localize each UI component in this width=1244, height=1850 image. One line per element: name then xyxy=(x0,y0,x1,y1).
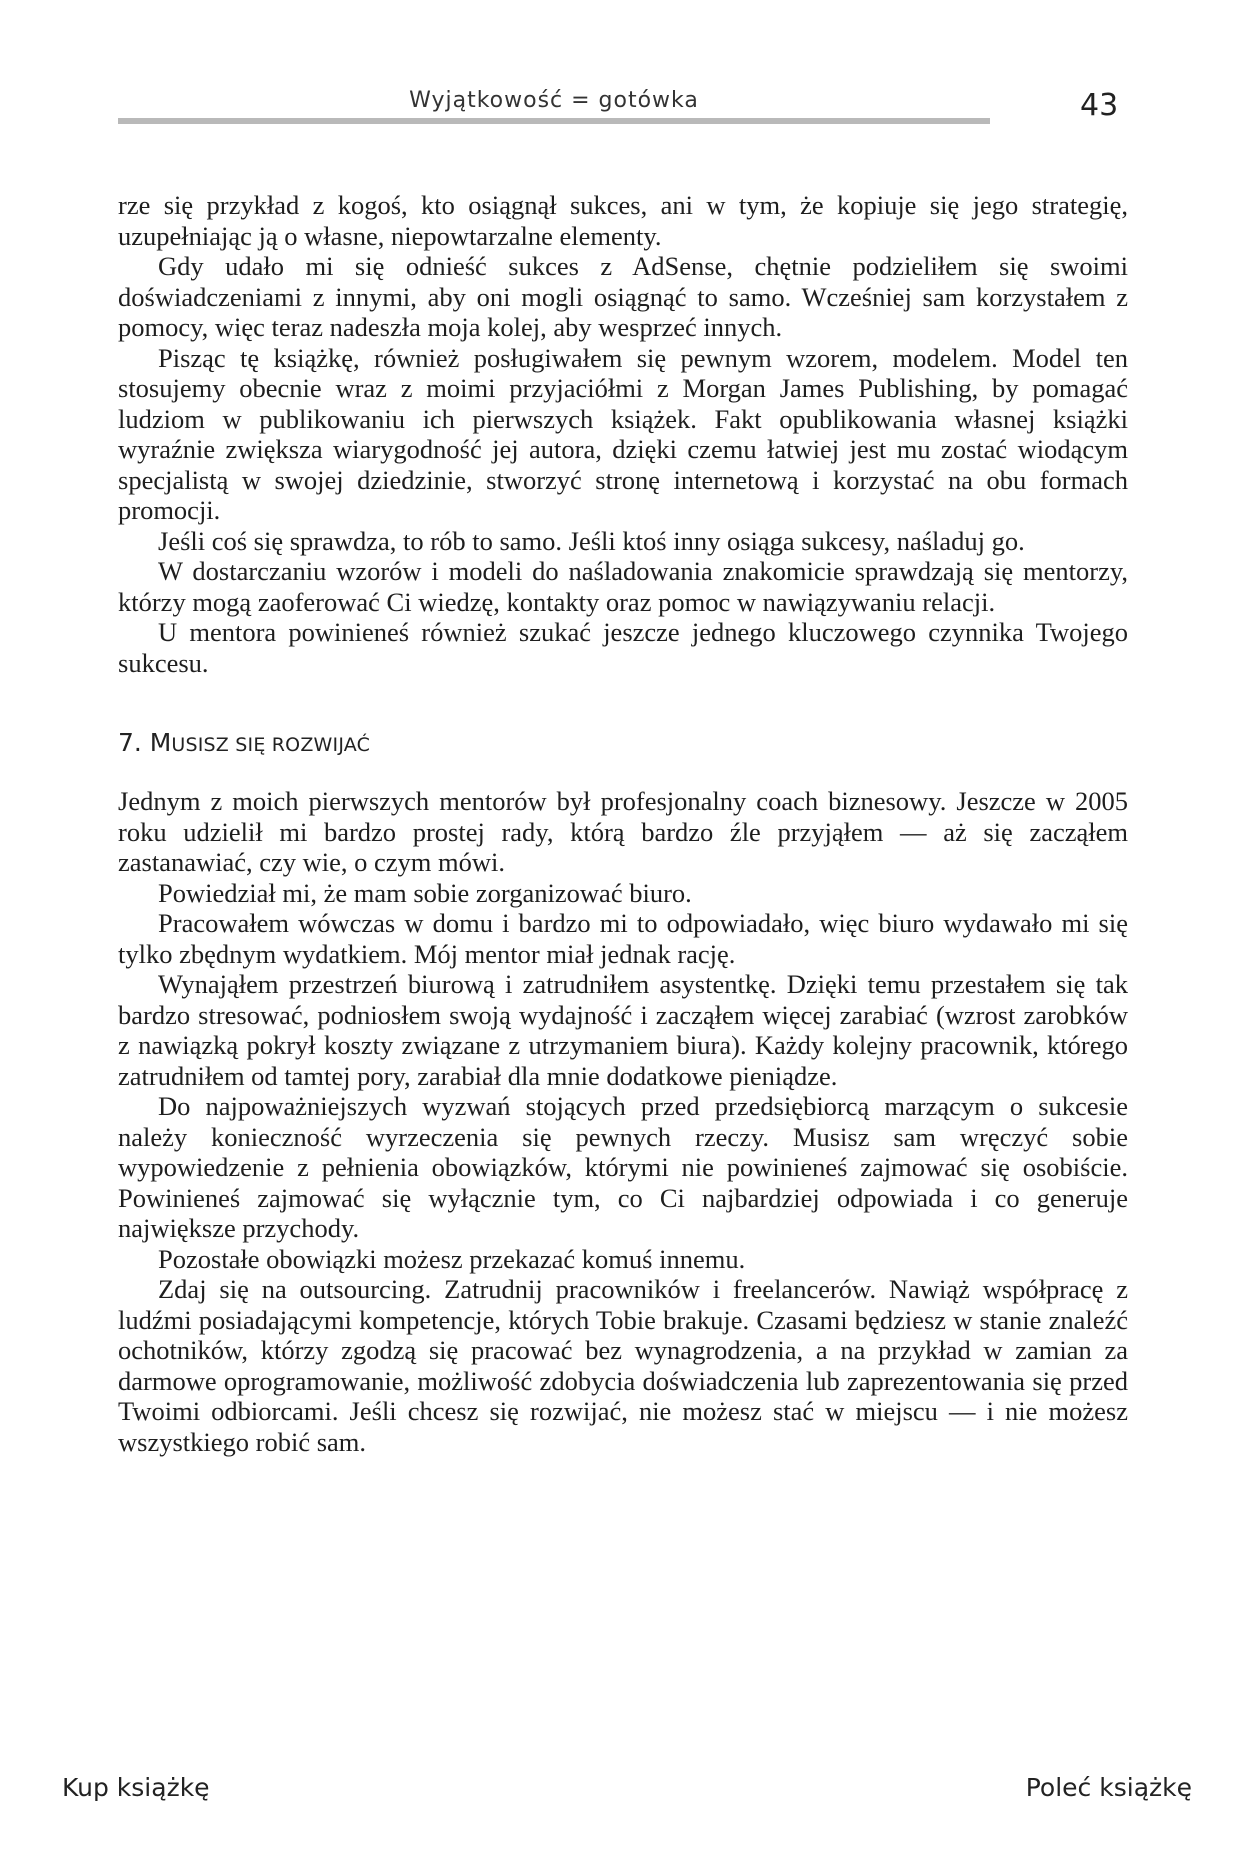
paragraph: Gdy udało mi się odnieść sukces z AdSense, chętnie podzieliłem się swoimi doświadczeniami z innymi, aby oni mogli osiągnąć to samo. Wcześniej sam korzystałem z pomocy, więc teraz nadeszła moja kolej, aby wesprzeć innych. xyxy=(118,251,1128,342)
paragraph: Pisząc tę książkę, również posługiwałem się pewnym wzorem, modelem. Model ten stosujemy obecnie wraz z moimi przyjaciółmi z Morgan James Publishing, by pomagać ludziom w publikowaniu ich pierwszych książek. Fakt opublikowania własnej książki wyraźnie zwiększa wiarygodność jej autora, dzięki czemu łatwiej jest mu zostać wiodącym specjalistą w swojej dziedzinie, stworzyć stronę internetową i korzystać na obu formach promocji. xyxy=(118,342,1128,525)
paragraph: W dostarczaniu wzorów i modeli do naśladowania znakomicie sprawdzają się mentorzy, którzy mogą zaoferować Ci wiedzę, kontakty oraz pomoc w nawiązywaniu relacji. xyxy=(118,556,1128,617)
running-title: Wyjątkowość = gotówka xyxy=(409,88,699,113)
paragraph: rze się przykład z kogoś, kto osiągnął sukces, ani w tym, że kopiuje się jego strategię, uzupełniając ją o własne, niepowtarzalne elementy. xyxy=(118,190,1128,251)
paragraph: U mentora powinieneś również szukać jeszcze jednego kluczowego czynnika Twojego sukcesu. xyxy=(118,617,1128,678)
body-text xyxy=(118,190,1128,1457)
paragraph: Pozostałe obowiązki możesz przekazać komuś innemu. xyxy=(158,1243,746,1274)
section-heading-title: USISZ SIĘ ROZWIJAĆ xyxy=(171,734,371,756)
page-number: 43 xyxy=(1080,88,1119,123)
paragraph: Zdaj się na outsourcing. Zatrudnij pracowników i freelancerów. Nawiąż współpracę z ludźmi posiadającymi kompetencje, których Tobie brakuje. Czasami będziesz w stanie znaleźć ochotników, którzy zgodzą się pracować bez wynagrodzenia, a na przykład w zamian za darmowe oprogramowanie, możliwość zdobycia doświadczenia lub zaprezentowania się przed Twoimi odbiorcami. Jeśli chcesz się rozwijać, nie możesz stać w miejscu — i nie możesz wszystkiego robić sam. xyxy=(118,1274,1128,1457)
section-heading-number: 7. M xyxy=(118,728,172,757)
section-heading xyxy=(118,728,1128,760)
paragraph: Wynająłem przestrzeń biurową i zatrudniłem asystentkę. Dzięki temu przestałem się tak bardzo stresować, podniosłem swoją wydajność i zacząłem więcej zarabiać (wzrost zarobków z nawiązką pokrył koszty związane z utrzymaniem biura). Każdy kolejny pracownik, którego zatrudniłem od tamtej pory, zarabiał dla mnie dodatkowe pieniądze. xyxy=(118,969,1128,1091)
header-rule xyxy=(118,118,990,124)
paragraph: Do najpoważniejszych wyzwań stojących przed przedsiębiorcą marzącym o sukcesie należy konieczność wyrzeczenia się pewnych rzeczy. Musisz sam wręczyć sobie wypowiedzenie z pełnienia obowiązków, którymi nie powinieneś zajmować się osobiście. Powinieneś zajmować się wyłącznie tym, co Ci najbardziej odpowiada i co generuje największe przychody. xyxy=(118,1091,1128,1243)
paragraph: Jeśli coś się sprawdza, to rób to samo. Jeśli ktoś inny osiąga sukcesy, naśladuj go. xyxy=(158,525,1025,556)
paragraph: Pracowałem wówczas w domu i bardzo mi to odpowiadało, więc biuro wydawało mi się tylko zbędnym wydatkiem. Mój mentor miał jednak rację. xyxy=(118,908,1128,969)
paragraph: Powiedział mi, że mam sobie zorganizować biuro. xyxy=(158,877,692,908)
paragraph: Jednym z moich pierwszych mentorów był profesjonalny coach biznesowy. Jeszcze w 2005 roku udzielił mi bardzo prostej rady, którą bardzo źle przyjąłem — aż się zacząłem zastanawiać, czy wie, o czym mówi. xyxy=(118,786,1128,877)
recommend-book-link[interactable]: Poleć książkę xyxy=(1025,1773,1192,1802)
buy-book-link[interactable]: Kup książkę xyxy=(62,1773,210,1802)
